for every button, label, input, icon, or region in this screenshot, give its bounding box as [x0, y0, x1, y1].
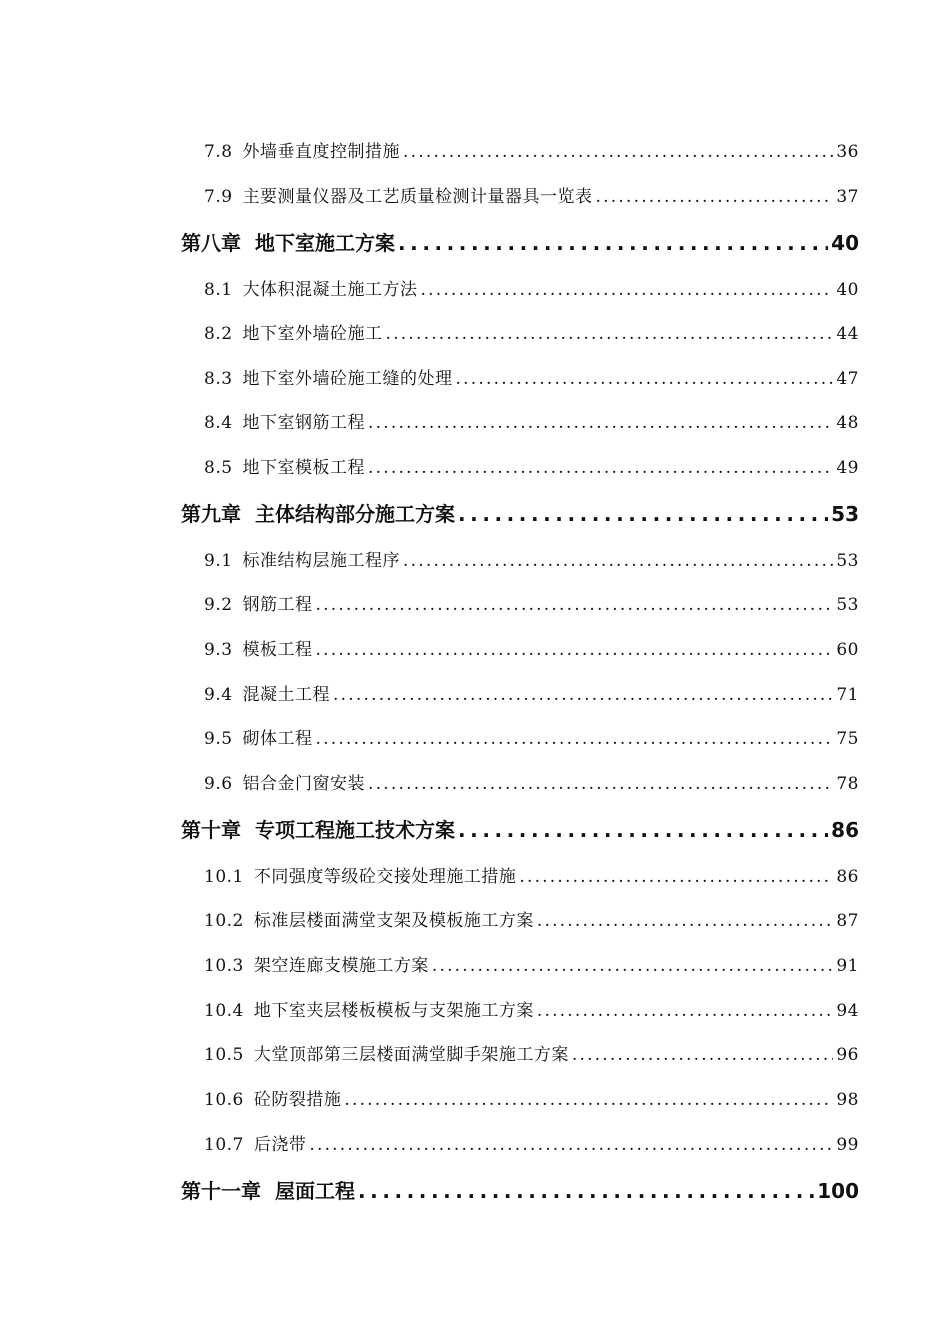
toc-entry[interactable] [204, 137, 859, 162]
entry-title: 大体积混凝土施工方法 [242, 280, 418, 300]
entry-title: 标准结构层施工程序 [242, 551, 401, 571]
dot-leader [537, 1001, 834, 1021]
chapter-number: 第八章 [181, 231, 241, 255]
entry-number: 9.6 [204, 774, 233, 794]
chapter-title: 屋面工程 [275, 1179, 355, 1203]
entry-page-number: 53 [836, 551, 859, 571]
entry-number: 9.3 [204, 640, 233, 660]
toc-entry[interactable] [204, 862, 859, 887]
dot-leader [519, 867, 833, 887]
dot-leader [386, 324, 834, 344]
toc-entry[interactable] [204, 951, 859, 976]
dot-leader [537, 911, 834, 931]
chapter-number: 第九章 [181, 502, 241, 526]
toc-entry[interactable] [204, 769, 859, 794]
entry-number: 9.4 [204, 685, 233, 705]
toc-entry[interactable] [204, 1085, 859, 1110]
toc-entry[interactable] [204, 906, 859, 931]
dot-leader [403, 142, 833, 162]
entry-number: 9.2 [204, 595, 233, 615]
dot-leader [432, 956, 834, 976]
entry-number: 10.5 [204, 1045, 244, 1065]
chapter-number: 第十章 [181, 818, 241, 842]
entry-title: 架空连廊支模施工方案 [253, 956, 429, 976]
entry-number: 10.6 [204, 1090, 244, 1110]
chapter-title: 主体结构部分施工方案 [255, 502, 455, 526]
chapter-page-number: 40 [831, 231, 859, 255]
entry-title: 外墙垂直度控制措施 [242, 142, 401, 162]
chapter-title: 地下室施工方案 [255, 231, 395, 255]
entry-page-number: 78 [836, 774, 859, 794]
entry-title: 标准层楼面满堂支架及模板施工方案 [253, 911, 534, 931]
entry-title: 大堂顶部第三层楼面满堂脚手架施工方案 [253, 1045, 569, 1065]
entry-number: 8.4 [204, 413, 233, 433]
entry-page-number: 99 [836, 1135, 859, 1155]
chapter-page-number: 86 [831, 818, 859, 842]
entry-title: 砌体工程 [242, 729, 313, 749]
dot-leader [403, 551, 833, 571]
toc-chapter-entry[interactable] [181, 814, 859, 843]
dot-leader [358, 1179, 814, 1203]
entry-title: 地下室外墙砼施工 [242, 324, 383, 344]
toc-entry[interactable] [204, 635, 859, 660]
dot-leader [316, 729, 834, 749]
entry-number: 10.7 [204, 1135, 244, 1155]
dot-leader [309, 1135, 833, 1155]
entry-page-number: 48 [836, 413, 859, 433]
dot-leader [368, 413, 833, 433]
dot-leader [458, 502, 828, 526]
entry-page-number: 91 [836, 956, 859, 976]
entry-page-number: 53 [836, 595, 859, 615]
entry-number: 8.1 [204, 280, 233, 300]
toc-entry[interactable] [204, 319, 859, 344]
toc-entry[interactable] [204, 724, 859, 749]
toc-entry[interactable] [204, 680, 859, 705]
chapter-title: 专项工程施工技术方案 [255, 818, 455, 842]
entry-title: 地下室模板工程 [242, 458, 366, 478]
toc-entry[interactable] [204, 364, 859, 389]
entry-page-number: 96 [836, 1045, 859, 1065]
entry-number: 8.2 [204, 324, 233, 344]
toc-chapter-entry[interactable] [181, 227, 859, 256]
chapter-page-number: 53 [831, 502, 859, 526]
entry-title: 地下室外墙砼施工缝的处理 [242, 369, 453, 389]
dot-leader [316, 595, 834, 615]
toc-entry[interactable] [204, 590, 859, 615]
entry-number: 10.4 [204, 1001, 244, 1021]
entry-page-number: 98 [836, 1090, 859, 1110]
dot-leader [333, 685, 833, 705]
dot-leader [572, 1045, 834, 1065]
entry-title: 地下室钢筋工程 [242, 413, 366, 433]
entry-title: 主要测量仪器及工艺质量检测计量器具一览表 [242, 187, 593, 207]
toc-entry[interactable] [204, 275, 859, 300]
toc-entry[interactable] [204, 1130, 859, 1155]
dot-leader [398, 231, 828, 255]
entry-page-number: 75 [836, 729, 859, 749]
entry-page-number: 71 [836, 685, 859, 705]
entry-number: 9.1 [204, 551, 233, 571]
entry-number: 10.1 [204, 867, 244, 887]
entry-title: 铝合金门窗安装 [242, 774, 366, 794]
entry-title: 后浇带 [253, 1135, 307, 1155]
entry-title: 不同强度等级砼交接处理施工措施 [253, 867, 517, 887]
entry-page-number: 36 [836, 142, 859, 162]
entry-page-number: 47 [836, 369, 859, 389]
entry-number: 10.2 [204, 911, 244, 931]
entry-page-number: 87 [836, 911, 859, 931]
entry-number: 8.5 [204, 458, 233, 478]
toc-entry[interactable] [204, 182, 859, 207]
entry-number: 7.8 [204, 142, 233, 162]
dot-leader [368, 458, 833, 478]
entry-title: 模板工程 [242, 640, 313, 660]
entry-number: 9.5 [204, 729, 233, 749]
toc-entry[interactable] [204, 996, 859, 1021]
toc-entry[interactable] [204, 408, 859, 433]
entry-page-number: 44 [836, 324, 859, 344]
dot-leader [316, 640, 834, 660]
entry-number: 7.9 [204, 187, 233, 207]
entry-page-number: 40 [836, 280, 859, 300]
dot-leader [596, 187, 834, 207]
entry-page-number: 37 [836, 187, 859, 207]
entry-page-number: 49 [836, 458, 859, 478]
chapter-page-number: 100 [817, 1179, 859, 1203]
entry-title: 混凝土工程 [242, 685, 331, 705]
dot-leader [344, 1090, 833, 1110]
entry-title: 钢筋工程 [242, 595, 313, 615]
chapter-number: 第十一章 [181, 1179, 261, 1203]
toc-entry[interactable] [204, 1040, 859, 1065]
dot-leader [421, 280, 834, 300]
entry-number: 10.3 [204, 956, 244, 976]
entry-page-number: 86 [836, 867, 859, 887]
entry-title: 地下室夹层楼板模板与支架施工方案 [253, 1001, 534, 1021]
entry-number: 8.3 [204, 369, 233, 389]
dot-leader [458, 818, 828, 842]
dot-leader [368, 774, 833, 794]
dot-leader [456, 369, 834, 389]
entry-page-number: 60 [836, 640, 859, 660]
entry-title: 砼防裂措施 [253, 1090, 342, 1110]
toc-chapter-entry[interactable] [181, 498, 859, 527]
toc-chapter-entry[interactable] [181, 1175, 859, 1204]
entry-page-number: 94 [836, 1001, 859, 1021]
toc-entry[interactable] [204, 546, 859, 571]
toc-entry[interactable] [204, 453, 859, 478]
